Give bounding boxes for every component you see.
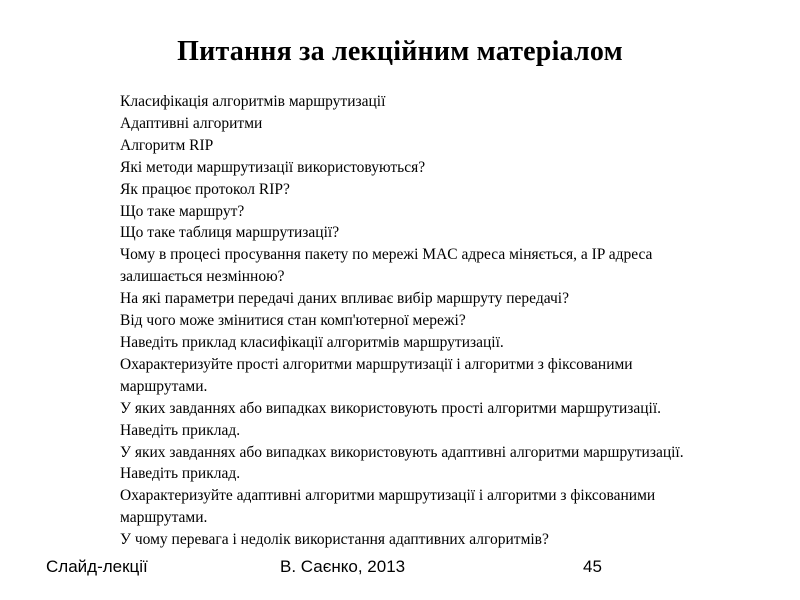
question-line: Чому в процесі просування пакету по мережі MAC адреса міняється, а IP адреса — [120, 246, 653, 264]
question-line: залишається незмінною? — [120, 268, 285, 286]
question-line: маршрутами. — [120, 509, 208, 527]
question-line: Що таке таблиця маршрутизації? — [120, 224, 340, 242]
footer-course-label: Слайд-лекції — [46, 557, 148, 576]
question-line: Наведіть приклад класифікації алгоритмів маршрутизації. — [120, 333, 504, 351]
question-line: У яких завданнях або випадках використовують прості алгоритми маршрутизації. — [120, 399, 662, 417]
question-line: На які параметри передачі даних впливає вибір маршруту передачі? — [120, 290, 569, 308]
question-line: Адаптивні алгоритми — [120, 114, 263, 132]
question-line: Які методи маршрутизації використовуються? — [120, 158, 426, 176]
footer-page-number: 45 — [583, 557, 602, 576]
question-list — [120, 91, 780, 551]
question-line: Охарактеризуйте прості алгоритми маршрутизації і алгоритми з фіксованими — [120, 355, 633, 373]
footer-author: В. Саєнко, 2013 — [280, 557, 406, 576]
question-line: Класифікація алгоритмів маршрутизації — [120, 93, 386, 110]
question-line: Наведіть приклад. — [120, 421, 241, 439]
question-line: Від чого може змінитися стан комп'ютерної мережі? — [120, 312, 466, 330]
question-line: Наведіть приклад. — [120, 465, 241, 483]
question-line: Як працює протокол RIP? — [120, 180, 290, 198]
question-line: Що таке маршрут? — [120, 202, 245, 220]
question-line: У чому перевага і недолік використання адаптивних алгоритмів? — [120, 531, 549, 549]
question-line: Алгоритм RIP — [120, 136, 214, 154]
question-line: Охарактеризуйте адаптивні алгоритми маршрутизації і алгоритми з фіксованими — [120, 487, 656, 505]
slide-title: Питання за лекційним матеріалом — [177, 36, 623, 67]
question-line: маршрутами. — [120, 377, 208, 395]
question-line: У яких завданнях або випадках використовують адаптивні алгоритми маршрутизації. — [120, 443, 684, 461]
